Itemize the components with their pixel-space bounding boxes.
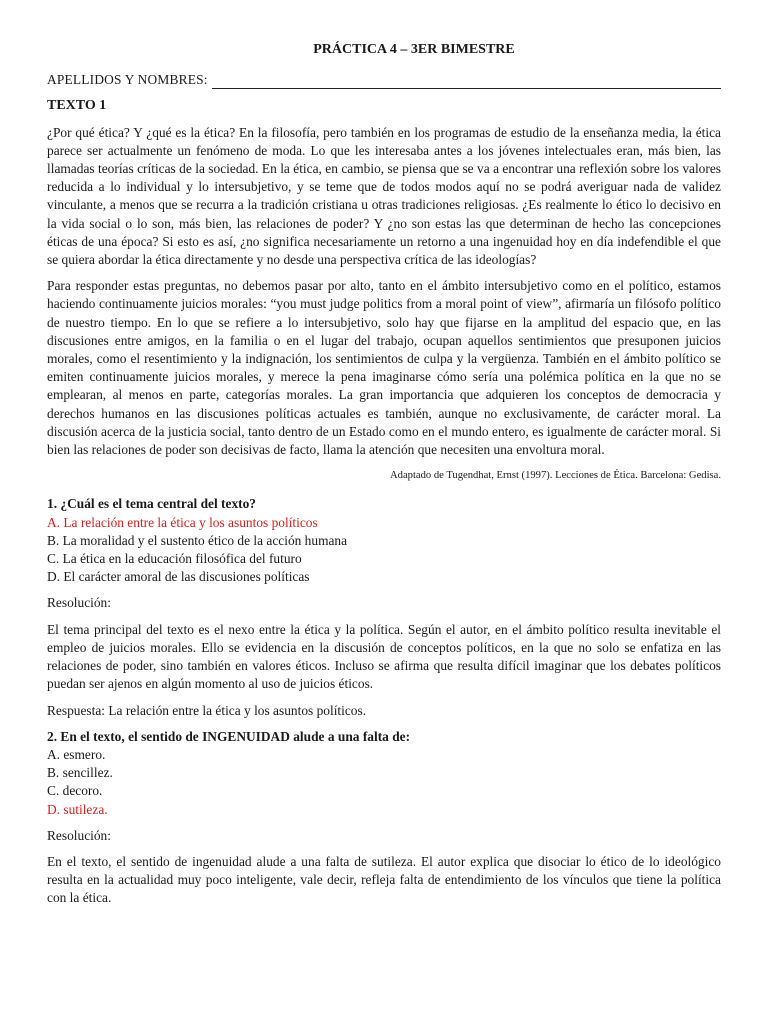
q2-option-d: D. sutileza. — [47, 801, 108, 817]
q1-option-b: B. La moralidad y el sustento ético de la acción humana — [47, 532, 348, 548]
text1-source: Adaptado de Tugendhat, Ernst (1997). Lecciones de Ética. Barcelona: Gedisa. — [390, 470, 721, 482]
q1-option-c: C. La ética en la educación filosófica del futuro — [47, 551, 302, 567]
q2-resolution-text: En el texto, el sentido de ingenuidad alude a una falta de sutileza. El autor explica que disociar lo ético de lo ideológico resulta en la actualidad muy poco inteligente, vale decir, refleja falta de entendimiento de los vínculos que tiene la política con la ética. — [47, 853, 721, 906]
question-1: 1. ¿Cuál es el tema central del texto? — [47, 496, 256, 512]
document-page — [47, 41, 721, 916]
q1-resolution-label: Resolución: — [47, 595, 111, 611]
question-2: 2. En el texto, el sentido de INGENUIDAD alude a una falta de: — [47, 728, 411, 744]
q1-option-a: A. La relación entre la ética y los asuntos políticos — [47, 514, 318, 530]
name-field-label: APELLIDOS Y NOMBRES: — [47, 72, 208, 88]
question-1-options — [47, 514, 721, 587]
q1-resolution-text: El tema principal del texto es el nexo entre la ética y la política. Según el autor, en el ámbito político resulta inevitable el empleo de juicios morales. Ello se evidencia en la discusión de conceptos políticos, en la que no solo se enfatiza en las relaciones de poder, sino también en valores éticos. Incluso se afirma que resulta difícil imaginar que los debates políticos puedan ser ajenos en algún momento al uso de juicios éticos. — [47, 621, 721, 692]
page-title: PRÁCTICA 4 – 3ER BIMESTRE — [313, 42, 515, 57]
q2-option-c: C. decoro. — [47, 783, 103, 799]
text1-paragraph-1: ¿Por qué ética? Y ¿qué es la ética? En la filosofía, pero también en los programas de estudio de la enseñanza media, la ética parece ser actualmente un fenómeno de moda. Lo que les interesaba antes a los jóvenes intelectuales eran, más bien, las llamadas teorías críticas de la sociedad. En la ética, en cambio, se piensa que se va a encontrar una reflexión sobre los valores reducida a lo individual y lo intersubjetivo, y se teme que de todos modos aquí no se podrá averiguar nada de validez vinculante, a menos que se recurra a la tradición cristiana u otras tradiciones religiosas. ¿Es realmente lo ético lo decisivo en la vida social o lo son, más bien, las relaciones de poder? Y ¿no son estas las que determinan de hecho las concepciones éticas de una época? Si esto es así, ¿no significa necesariamente un retorno a una ingenuidad hoy en día indefendible el que se quiera abordar la ética directamente y no desde una perspectiva crítica de las ideologías? — [47, 124, 721, 268]
q2-option-b: B. sencillez. — [47, 765, 113, 781]
q1-option-d: D. El carácter amoral de las discusiones políticas — [47, 569, 310, 585]
q2-option-a: A. esmero. — [47, 746, 106, 762]
q2-resolution-label: Resolución: — [47, 827, 111, 843]
name-field-row — [47, 71, 721, 89]
q1-answer: Respuesta: La relación entre la ética y los asuntos políticos. — [47, 702, 367, 718]
question-2-options — [47, 746, 721, 819]
text1-heading: TEXTO 1 — [47, 98, 107, 114]
name-field-line[interactable] — [212, 75, 721, 89]
text1-paragraph-2: Para responder estas preguntas, no debemos pasar por alto, tanto en el ámbito intersubjetivo como en el político, estamos haciendo continuamente juicios morales: “you must judge politics from a moral point of view”, afirmaría un filósofo político de nuestro tiempo. En lo que se refiere a lo intersubjetivo, solo hay que fijarse en la amplitud del espacio que, en las discusiones entre amigos, en la familia o en el lugar del trabajo, ocupan aquellos sentimientos que presuponen juicios morales, como el resentimiento y la indignación, los sentimientos de culpa y la vergüenza. También en el ámbito político se emiten continuamente juicios morales, y merece la pena imaginarse cómo sería una polémica política en la que no se emplearan, al menos en parte, categorías morales. La gran importancia que adquieren los conceptos de democracia y derechos humanos en las discusiones políticas actuales es también, aunque no exclusivamente, de carácter moral. La discusión acerca de la justicia social, tanto dentro de un Estado como en el mundo entero, es igualmente de carácter moral. Si bien las relaciones de poder son decisivas de facto, llama la atención que necesiten una envoltura moral. — [47, 278, 721, 458]
